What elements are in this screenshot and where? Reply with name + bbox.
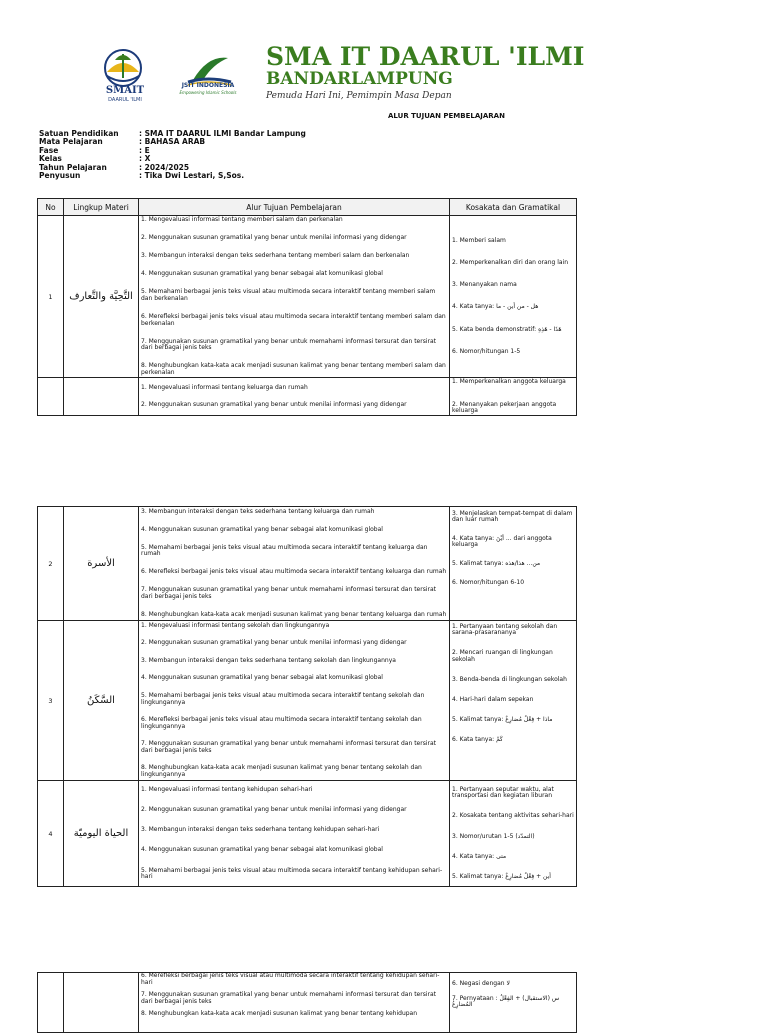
table-row	[38, 507, 577, 621]
list-item: 5. Kata benda demonstratif: هَذَا - هَذِهِ	[452, 325, 562, 333]
list-item: 1. Mengevaluasi informasi tentang sekolah dan lingkungannya	[141, 621, 330, 629]
row-kosakata	[450, 378, 577, 416]
list-item: 7. Pernyataan : س (الاستقبال) + الفِعْلُ المُضارِعُ	[452, 994, 560, 1008]
list-item: 4. Kata tanya: متى	[452, 852, 507, 860]
letterhead	[85, 42, 585, 108]
row-kosakata	[450, 781, 577, 887]
list-item: 7. Menggunakan susunan gramatikal yang benar untuk memahami informasi tersurat dan tersirat dari berbagai jenis teks	[141, 991, 436, 1005]
list-item: 7. Menggunakan susunan gramatikal yang benar untuk memahami informasi tersurat dan tersirat dari berbagai jenis teks	[141, 586, 436, 600]
list-item: 8. Menghubungkan kata-kata acak menjadi susunan kalimat yang benar tentang sekolah dan lingkungannya	[141, 764, 422, 778]
list-item: 4. Menggunakan susunan gramatikal yang benar sebagai alat komunikasi global	[141, 525, 383, 533]
row-atp	[139, 621, 450, 781]
list-item: 2. Menanyakan pekerjaan anggota keluarga	[452, 400, 557, 414]
list-item: 6. Merefleksi berbagai jenis teks visual atau multimoda secara interaktif tentang sekolah dan lingkungannya	[141, 716, 422, 730]
row-kosakata	[450, 216, 577, 378]
list-item: 6. Kata tanya: كَمْ	[452, 735, 503, 743]
document-title: ALUR TUJUAN PEMBELAJARAN	[388, 112, 505, 120]
list-item: 1. Pertanyaan tentang sekolah dan sarana-prasarananya	[452, 622, 558, 636]
atp-table-page1	[37, 198, 577, 416]
list-item: 5. Memahami berbagai jenis teks visual atau multimoda secara interaktif tentang memberi salam dan berkenalan	[141, 288, 436, 302]
header-lingkup: Lingkup Materi	[64, 199, 139, 216]
list-item: 3. Membangun interaksi dengan teks sederhana tentang memberi salam dan berkenalan	[141, 251, 410, 259]
row-atp	[139, 216, 450, 378]
meta-row: Tahun Pelajaran : 2024/2025	[39, 162, 190, 172]
list-item: 5. Memahami berbagai jenis teks visual atau multimoda secara interaktif tentang keluarga dan rumah	[141, 543, 428, 558]
list-item: 2. Menggunakan susunan gramatikal yang benar untuk menilai informasi yang didengar	[141, 400, 407, 408]
list-item: 3. Menjelaskan tempat-tempat di dalam dan luar rumah	[452, 509, 573, 523]
list-item: 4. Menggunakan susunan gramatikal yang benar sebagai alat komunikasi global	[141, 674, 383, 682]
list-item: 4. Menggunakan susunan gramatikal yang benar sebagai alat komunikasi global	[141, 270, 383, 278]
list-item: 2. Menggunakan susunan gramatikal yang benar untuk menilai informasi yang didengar	[141, 233, 407, 241]
list-item: 3. Nomor/urutan 1-5 (التمدّد)	[452, 832, 535, 840]
list-item: 1. Mengevaluasi informasi tentang kehidupan sehari-hari	[141, 785, 313, 793]
list-item: 6. Nomor/hitungan 1-5	[452, 347, 521, 355]
table-row	[38, 621, 577, 781]
list-item: 6. Negasi dengan لا	[452, 980, 510, 987]
school-motto: Pemuda Hari Ini, Pemimpin Masa Depan	[266, 91, 452, 101]
row-lingkup: الأسرة	[64, 507, 139, 621]
list-item: 2. Mencari ruangan di lingkungan sekolah	[452, 649, 553, 663]
meta-row: Fase : E	[39, 145, 150, 155]
list-item: 8. Menghubungkan kata-kata acak menjadi susunan kalimat yang benar tentang kehidupan	[141, 1010, 418, 1017]
list-item: 5. Memahami berbagai jenis teks visual atau multimoda secara interaktif tentang kehidupan sehari-hari	[141, 866, 443, 880]
list-item: 8. Menghubungkan kata-kata acak menjadi susunan kalimat yang benar tentang keluarga dan rumah	[141, 610, 447, 618]
row-lingkup	[64, 378, 139, 416]
list-item: 2. Menggunakan susunan gramatikal yang benar untuk menilai informasi yang didengar	[141, 639, 407, 647]
list-item: 4. Menggunakan susunan gramatikal yang benar sebagai alat komunikasi global	[141, 846, 383, 854]
list-item: 2. Memperkenalkan diri dan orang lain	[452, 258, 569, 266]
list-item: 1. Mengevaluasi informasi tentang memberi salam dan perkenalan	[141, 215, 343, 223]
table-header-row	[38, 199, 577, 216]
table-row	[38, 781, 577, 887]
list-item: 1. Pertanyaan seputar waktu, alat transportasi dan kegiatan liburan	[452, 785, 554, 799]
list-item: 2. Kosakata tentang aktivitas sehari-hari	[452, 812, 574, 820]
list-item: 2. Menggunakan susunan gramatikal yang benar untuk menilai informasi yang didengar	[141, 805, 407, 813]
document-meta	[39, 130, 306, 180]
row-atp	[139, 781, 450, 887]
list-item: 3. Menanyakan nama	[452, 281, 517, 289]
header-atp: Alur Tujuan Pembelajaran	[139, 199, 450, 216]
list-item: 4. Kata tanya: هل - من أين - ما	[452, 303, 539, 311]
list-item: 6. Merefleksi berbagai jenis teks visual atau multimoda secara interaktif tentang memberi salam dan berkenalan	[141, 313, 446, 327]
meta-row: Kelas : X	[39, 154, 151, 164]
list-item: 6. Nomor/hitungan 6-10	[452, 578, 525, 586]
row-no: 4	[38, 781, 64, 887]
list-item: 3. Membangun interaksi dengan teks sederhana tentang kehidupan sehari-hari	[141, 826, 380, 833]
row-atp	[139, 507, 450, 621]
smait-logo-sub: DAARUL 'ILMI	[108, 97, 142, 103]
list-item: 4. Kata tanya: أيْنَ ... dari anggota keluarga	[452, 534, 552, 549]
row-lingkup: السَّكَنُ	[64, 621, 139, 781]
meta-row: Penyusun : Tika Dwi Lestari, S,Sos.	[39, 171, 245, 181]
list-item: 1. Mengevaluasi informasi tentang keluarga dan rumah	[141, 383, 308, 391]
list-item: 5. Kalimat tanya: من... هذا/هذه	[452, 560, 541, 568]
row-no: 3	[38, 621, 64, 781]
header-no: No	[38, 199, 64, 216]
meta-row: Satuan Pendidikan : SMA IT DAARUL ILMI Bandar Lampung	[39, 129, 306, 138]
row-no: 1	[38, 216, 64, 378]
list-item: 6. Merefleksi berbagai jenis teks visual atau multimoda secara interaktif tentang kehidupan sehari-hari	[141, 972, 440, 986]
row-kosakata	[450, 621, 577, 781]
list-item: 4. Hari-hari dalam sepekan	[452, 695, 534, 703]
school-city: BANDARLAMPUNG	[266, 69, 453, 89]
row-lingkup: الحياة اليوميّة	[64, 781, 139, 887]
list-item: 8. Menghubungkan kata-kata acak menjadi susunan kalimat yang benar tentang memberi salam dan perkenalan	[141, 362, 446, 376]
jsit-logo-sub: Empowering Islamic Schools	[179, 90, 237, 95]
jsit-logo-text: JSIT INDONESIA	[181, 82, 235, 89]
atp-table-page2	[37, 506, 577, 887]
list-item: 3. Membangun interaksi dengan teks sederhana tentang sekolah dan lingkungannya	[141, 656, 396, 664]
school-name: SMA IT DAARUL 'ILMI	[266, 42, 585, 71]
list-item: 1. Memperkenalkan anggota keluarga	[452, 377, 566, 385]
list-item: 1. Memberi salam	[452, 236, 506, 244]
list-item: 7. Menggunakan susunan gramatikal yang benar untuk memahami informasi tersurat dan tersirat dari berbagai jenis teks	[141, 337, 436, 352]
table-row	[38, 378, 577, 416]
header-kosakata: Kosakata dan Gramatikal	[450, 199, 577, 216]
list-item: 5. Kalimat tanya: ماذا + فِعْلٌ مُضارِعٌ	[452, 715, 553, 723]
list-item: 3. Membangun interaksi dengan teks sederhana tentang keluarga dan rumah	[141, 507, 375, 515]
row-atp	[139, 378, 450, 416]
row-no	[38, 378, 64, 416]
table-row	[38, 216, 577, 378]
row-no: 2	[38, 507, 64, 621]
list-item: 6. Merefleksi berbagai jenis teks visual atau multimoda secara interaktif tentang keluarga dan rumah	[141, 568, 447, 576]
row-kosakata	[450, 507, 577, 621]
row-lingkup: التَّحِيَّة والتَّعارف	[64, 216, 139, 378]
list-item: 5. Memahami berbagai jenis teks visual atau multimoda secara interaktif tentang sekolah dan lingkungannya	[141, 692, 425, 706]
list-item: 5. Kalimat tanya: أين + فِعْلٌ مُضارِعٌ	[452, 873, 551, 880]
meta-row: Mata Pelajaran : BAHASA ARAB	[39, 137, 206, 147]
list-item: 3. Benda-benda di lingkungan sekolah	[452, 675, 567, 683]
list-item: 7. Menggunakan susunan gramatikal yang benar untuk memahami informasi tersurat dan tersirat dari berbagai jenis teks	[141, 740, 436, 754]
smait-logo-text: SMAIT	[105, 85, 145, 96]
